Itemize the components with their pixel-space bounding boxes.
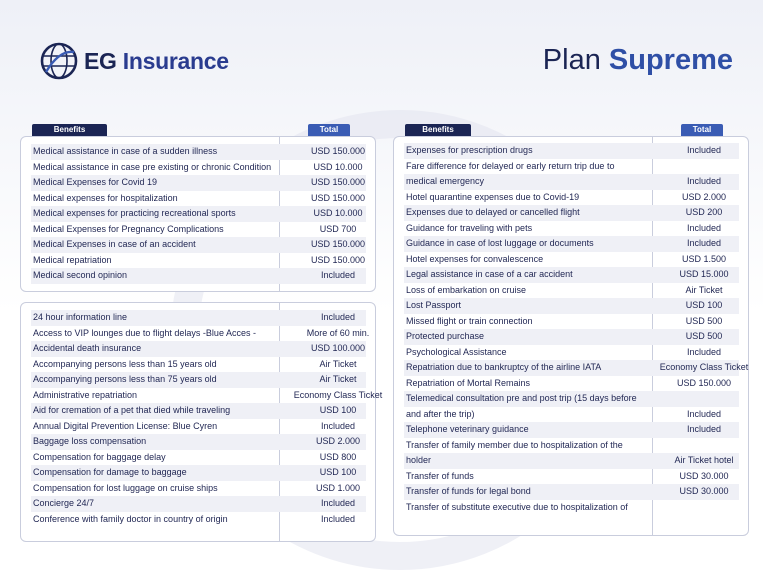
table-row (31, 222, 366, 238)
table-row (404, 252, 739, 268)
table-row (404, 422, 739, 438)
table-row (404, 298, 739, 314)
benefit-label: Transfer of family member due to hospitalization of the (406, 439, 623, 450)
benefit-label: Psychological Assistance (406, 346, 507, 357)
benefit-value: More of 60 min. (306, 327, 370, 338)
benefit-label: Annual Digital Prevention License: Blue Cyren (33, 420, 218, 431)
brand-logo (40, 42, 229, 80)
benefit-label: Guidance for traveling with pets (406, 222, 533, 233)
table-row (404, 159, 739, 175)
benefit-label: Compensation for baggage delay (33, 451, 166, 462)
table-row (31, 388, 383, 404)
benefit-value: USD 2.000 (681, 191, 727, 202)
benefit-label: Accompanying persons less than 75 years old (33, 374, 217, 384)
benefit-value: Included (686, 424, 722, 434)
benefit-label: 24 hour information line (33, 312, 128, 322)
benefit-value: USD 100.000 (310, 343, 366, 353)
benefit-label: Telephone veterinary guidance (406, 424, 529, 434)
benefit-label: Telemedical consultation pre and post trip (15 days before (406, 393, 637, 403)
benefit-label: Repatriation due to bankruptcy of the airline IATA (406, 362, 602, 372)
benefit-value: USD 30.000 (679, 470, 729, 481)
table-row (404, 345, 739, 361)
table-row (31, 403, 366, 419)
benefit-label: Hotel expenses for convalescence (406, 253, 544, 264)
brand-name (84, 48, 229, 75)
benefit-label: Loss of embarkation on cruise (406, 284, 527, 295)
travel-benefits-card (20, 302, 383, 542)
benefit-label: Medical Expenses for Pregnancy Complications (33, 223, 224, 234)
table-row (31, 191, 366, 207)
table-row (404, 143, 739, 159)
benefit-value: USD 30.000 (679, 486, 729, 496)
table-row (31, 160, 366, 176)
benefit-value: USD 100 (319, 405, 357, 415)
additional-benefits-card (393, 136, 749, 536)
right-total-header: Total (681, 124, 723, 136)
table-row (31, 144, 366, 160)
table-row (31, 268, 366, 284)
benefit-label: Medical second opinion (33, 270, 128, 280)
benefit-value: Included (686, 145, 722, 155)
table-row (31, 206, 366, 222)
table-row (31, 450, 366, 466)
benefit-value: Economy Class Ticket (293, 389, 383, 400)
benefit-label: Medical Expenses for Covid 19 (33, 177, 158, 187)
table-row (404, 376, 739, 392)
table-row (31, 434, 366, 450)
benefit-value: USD 700 (319, 223, 357, 234)
benefit-rows (31, 144, 366, 284)
benefit-label: Concierge 24/7 (33, 498, 95, 508)
table-row (31, 512, 366, 528)
benefit-label: Missed flight or train connection (406, 315, 533, 326)
table-row (404, 221, 739, 237)
benefit-label: Transfer of funds (406, 470, 474, 481)
benefit-label: Fare difference for delayed or early return trip due to (406, 160, 615, 171)
benefit-label: Guidance in case of lost luggage or documents (406, 238, 594, 248)
benefit-label: Conference with family doctor in country of origin (33, 513, 228, 524)
benefit-value: USD 1.500 (681, 253, 727, 264)
benefit-label: and after the trip) (406, 408, 475, 419)
benefit-value: Air Ticket (685, 284, 723, 295)
benefit-value: Economy Class Ticket (659, 362, 749, 372)
benefit-value: Air Ticket hotel (674, 455, 734, 465)
brand-suffix: Insurance (122, 47, 229, 74)
benefit-label: Medical assistance in case pre existing or chronic Condition (33, 161, 272, 172)
table-row (31, 465, 366, 481)
benefit-value: Included (320, 270, 356, 280)
table-row (31, 253, 366, 269)
benefit-value: USD 500 (685, 331, 723, 341)
benefit-value: USD 500 (685, 315, 723, 326)
table-row (31, 419, 366, 435)
benefit-label: Accidental death insurance (33, 343, 142, 353)
benefit-value: Air Ticket (319, 358, 357, 369)
table-row (404, 407, 739, 423)
benefit-value: USD 150.000 (310, 254, 366, 265)
benefit-label: Hotel quarantine expenses due to Covid-19 (406, 191, 580, 202)
benefit-label: Medical expenses for practicing recreational sports (33, 208, 236, 218)
benefit-value: Included (320, 513, 356, 524)
table-row (404, 391, 739, 407)
benefit-label: Medical repatriation (33, 254, 112, 265)
table-row (404, 484, 739, 500)
table-row (31, 326, 370, 342)
benefit-label: Compensation for damage to baggage (33, 467, 187, 477)
benefit-value: USD 150.000 (310, 192, 366, 203)
benefit-label: Access to VIP lounges due to flight delays -Blue Acces - (33, 327, 256, 338)
table-row (31, 237, 366, 253)
globe-icon (40, 42, 78, 80)
plan-prefix: Plan (542, 44, 601, 76)
table-row (404, 283, 739, 299)
benefit-value: Included (686, 408, 722, 419)
benefit-value: Air Ticket (319, 374, 357, 384)
benefit-value: Included (686, 238, 722, 248)
benefit-label: Accompanying persons less than 15 years old (33, 358, 217, 369)
benefit-rows (31, 310, 383, 527)
benefit-label: Medical Expenses in case of an accident (33, 239, 196, 249)
benefit-value: Included (320, 312, 356, 322)
table-row (404, 236, 739, 252)
table-row (31, 341, 366, 357)
benefit-value: Included (686, 222, 722, 233)
benefit-rows (404, 143, 749, 515)
table-row (404, 174, 739, 190)
left-benefits-header: Benefits (32, 124, 107, 136)
benefit-value: Included (320, 498, 356, 508)
plan-title (543, 44, 733, 77)
benefit-value: USD 150.000 (310, 146, 366, 156)
left-total-header: Total (308, 124, 350, 136)
benefit-value: USD 100 (319, 467, 357, 477)
benefit-label: Administrative repatriation (33, 389, 138, 400)
benefit-value: USD 10.000 (313, 208, 363, 218)
right-benefits-header: Benefits (405, 124, 471, 136)
brand-prefix: EG (84, 47, 117, 74)
table-row (31, 175, 366, 191)
table-row (404, 190, 739, 206)
benefit-value: USD 150.000 (310, 177, 366, 187)
benefit-label: Transfer of funds for legal bond (406, 486, 531, 496)
table-row (404, 360, 749, 376)
table-row (404, 205, 739, 221)
benefit-label: Medical assistance in case of a sudden illness (33, 146, 218, 156)
benefit-label: Lost Passport (406, 300, 462, 310)
benefit-value: Included (686, 176, 722, 186)
benefit-value: USD 800 (319, 451, 357, 462)
benefit-label: Expenses for prescription drugs (406, 145, 533, 155)
benefit-label: Repatriation of Mortal Remains (406, 377, 531, 388)
table-row (404, 500, 739, 516)
table-row (31, 372, 366, 388)
benefit-label: Aid for cremation of a pet that died while traveling (33, 405, 231, 415)
benefit-label: Legal assistance in case of a car accident (406, 269, 573, 279)
benefit-label: Baggage loss compensation (33, 436, 147, 446)
table-row (31, 481, 366, 497)
benefit-label: Expenses due to delayed or cancelled flight (406, 207, 580, 217)
plan-name: Supreme (608, 44, 733, 76)
table-row (404, 453, 739, 469)
table-row (31, 310, 366, 326)
benefit-value: USD 200 (685, 207, 723, 217)
medical-benefits-card (20, 136, 376, 292)
table-row (404, 329, 739, 345)
benefit-value: USD 150.000 (676, 377, 732, 388)
benefit-label: medical emergency (406, 176, 485, 186)
benefit-value: USD 150.000 (310, 239, 366, 249)
benefit-label: Compensation for lost luggage on cruise ships (33, 482, 218, 493)
table-row (404, 438, 739, 454)
benefit-value: USD 100 (685, 300, 723, 310)
benefit-label: holder (406, 455, 432, 465)
benefit-label: Protected purchase (406, 331, 485, 341)
benefit-value: Included (686, 346, 722, 357)
benefit-value: USD 15.000 (679, 269, 729, 279)
table-row (404, 314, 739, 330)
benefit-value: USD 1.000 (315, 482, 361, 493)
table-row (31, 357, 366, 373)
table-row (404, 267, 739, 283)
benefit-label: Medical expenses for hospitalization (33, 192, 178, 203)
benefit-label: Transfer of substitute executive due to hospitalization of (406, 501, 628, 512)
benefit-value: USD 2.000 (315, 436, 361, 446)
table-row (404, 469, 739, 485)
benefit-value: Included (320, 420, 356, 431)
table-row (31, 496, 366, 512)
benefit-value: USD 10.000 (313, 161, 363, 172)
